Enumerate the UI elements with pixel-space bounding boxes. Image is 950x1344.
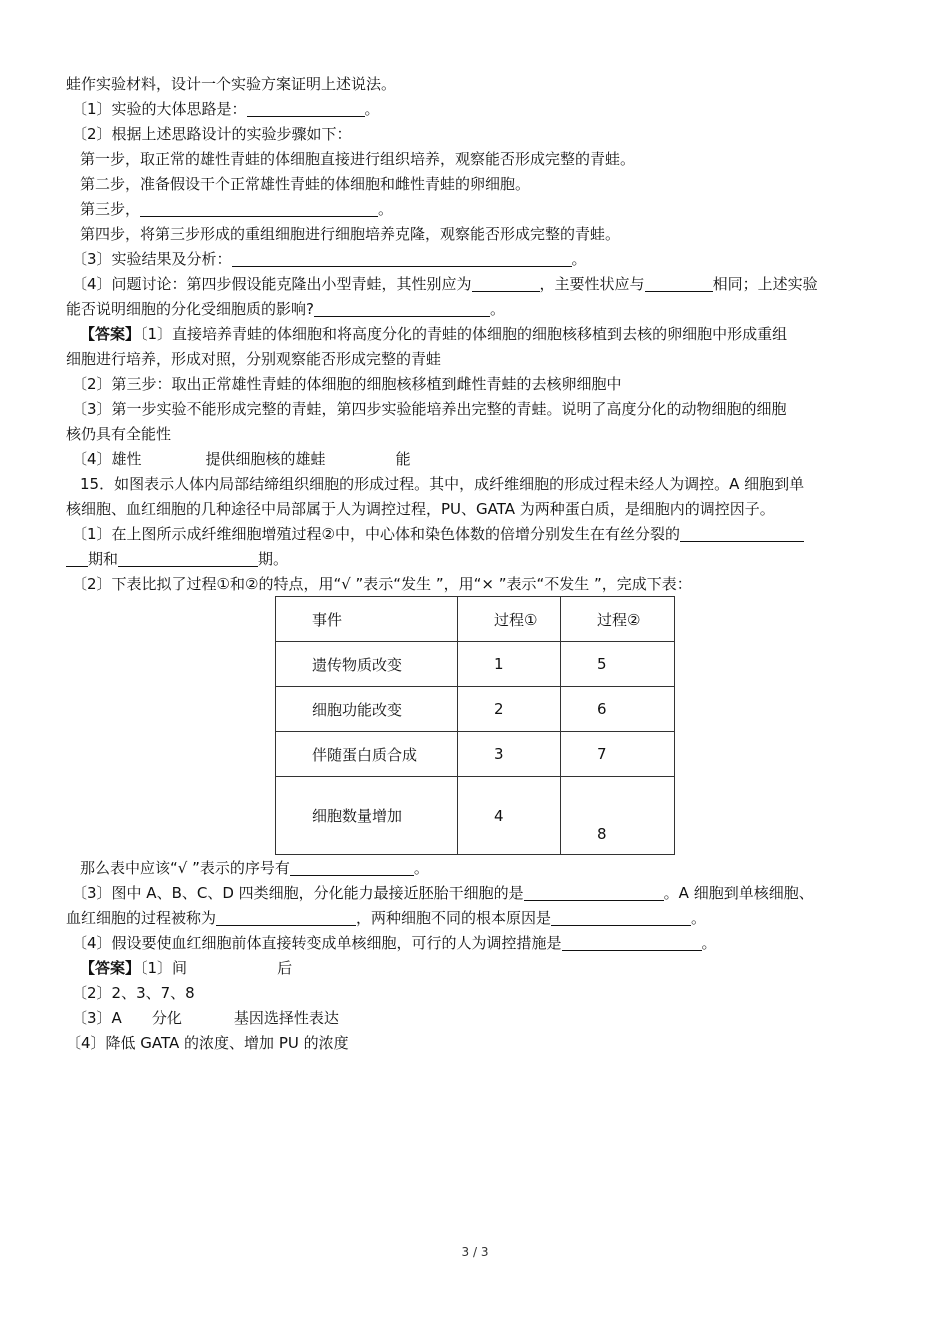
table-cell: 遗传物质改变 [276,642,458,687]
text-line [72,522,890,547]
text: 。 [571,250,587,268]
table-cell: 3 [458,732,561,777]
text: 基因选择性表达 [233,1009,339,1027]
text: 后 [277,959,293,977]
text: 细胞进行培养，形成对照，分别观察能否形成完整的青蛙 [66,350,442,368]
blank [314,299,490,317]
text-line [72,372,890,397]
text: 〔1〕在上图所示成纤维细胞增殖过程②中，中心体和染色体数的倍增分别发生在有丝分裂的 [72,525,680,543]
blank [232,249,572,267]
table-cell: 5 [561,642,675,687]
text: 〔1〕间 [140,959,188,977]
text: 。 [364,100,380,118]
blank [645,274,713,292]
text: 第二步，准备假设干个正常雄性青蛙的体细胞和雌性青蛙的卵细胞。 [80,175,531,193]
text: 能 [395,450,411,468]
text-line [72,881,890,906]
table-cell: 4 [458,777,561,855]
text: 期和 [88,550,119,568]
text-line [72,1006,890,1031]
text: 〔3〕图中 A、B、C、D 四类细胞，分化能力最接近胚胎干细胞的是 [72,884,524,902]
text-line [80,172,898,197]
table-cell: 细胞功能改变 [276,687,458,732]
table-row [276,732,675,777]
text: 相同；上述实验 [712,275,818,293]
blank [66,549,88,567]
blank [524,883,664,901]
text: 第四步，将第三步形成的重组细胞进行细胞培养克隆，观察能否形成完整的青蛙。 [80,225,621,243]
blank [290,858,414,876]
table-header-row [276,597,675,642]
table-cell: 7 [561,732,675,777]
text: 。 [413,859,429,877]
text-line [80,856,898,881]
text: 〔3〕A [72,1009,122,1027]
table-cell: 6 [561,687,675,732]
text: 〔4〕假设要使血红细胞前体直接转变成单核细胞，可行的人为调控措施是 [72,934,562,952]
table-row [276,642,675,687]
text: 。 [701,934,717,952]
table-cell: 细胞数量增加 [276,777,458,855]
text: 〔2〕第三步：取出正常雄性青蛙的体细胞的细胞核移植到雌性青蛙的去核卵细胞中 [72,375,622,393]
text-line [66,906,884,931]
question-line [80,472,898,497]
text-line [66,422,884,447]
text: 第三步， [80,200,141,218]
text: 〔4〕降低 GATA 的浓度、增加 PU 的浓度 [66,1034,349,1052]
answer-line [80,956,898,981]
text-line [72,122,890,147]
table-cell [561,777,675,855]
table-header-cell: 过程① [458,597,561,642]
text-line [66,547,884,572]
text: 期。 [258,550,289,568]
text-line [66,497,884,522]
text-line [72,981,890,1006]
text: ，两种细胞不同的根本原因是 [356,909,552,927]
text: 蛙作实验材料，设计一个实验方案证明上述说法。 [66,75,397,93]
blank [562,933,702,951]
blank [140,199,378,217]
text-line [72,397,890,422]
blank [680,524,804,542]
text-line [80,197,898,222]
text-line [80,222,898,247]
text-line [66,297,884,322]
table-cell: 伴随蛋白质合成 [276,732,458,777]
table-cell: 1 [458,642,561,687]
text: 〔3〕实验结果及分析： [72,250,232,268]
text-line [66,347,884,372]
text: 15．如图表示人体内局部结缔组织细胞的形成过程。其中，成纤维细胞的形成过程未经人为调控。A 细胞到单 [80,475,805,493]
table-row [276,687,675,732]
text: ，主要性状应与 [539,275,645,293]
text: 第一步，取正常的雄性青蛙的体细胞直接进行组织培养，观察能否形成完整的青蛙。 [80,150,636,168]
text-line [72,931,890,956]
text: 〔2〕下表比拟了过程①和②的特点，用“√ ”表示“发生 ”，用“× ”表示“不发生 ”，完成下表： [72,575,692,593]
blank [216,908,356,926]
answer-label: 【答案】 [80,959,141,977]
text-line [66,72,884,97]
text-line [72,97,890,122]
blank [472,274,540,292]
page-number: 3 / 3 [461,1245,489,1259]
text: 核细胞、血红细胞的几种途径中局部属于人为调控过程，PU、GATA 为两种蛋白质，是细胞内的调控因子。 [66,500,775,518]
text: 〔4〕雄性 [72,450,142,468]
text-line [80,147,898,172]
text-line [72,572,890,597]
text: 那么表中应该“√ ”表示的序号有 [80,859,290,877]
text: 〔2〕根据上述思路设计的实验步骤如下： [72,125,352,143]
table-row [276,777,675,855]
text: 。 [691,909,707,927]
table-cell: 2 [458,687,561,732]
text-line [72,447,890,472]
table-header-cell: 事件 [276,597,458,642]
text: 能否说明细胞的分化受细胞质的影响? [66,300,314,318]
text: 〔1〕实验的大体思路是： [72,100,247,118]
text: 。 [378,200,394,218]
text: 核仍具有全能性 [66,425,172,443]
text: 。A 细胞到单核细胞、 [663,884,814,902]
text: 〔4〕问题讨论：第四步假设能克隆出小型青蛙，其性别应为 [72,275,472,293]
text: 〔3〕第一步实验不能形成完整的青蛙，第四步实验能培养出完整的青蛙。说明了高度分化的动物细胞的细胞 [72,400,787,418]
table-header-cell: 过程② [561,597,675,642]
text-line [72,247,890,272]
text: 分化 [151,1009,182,1027]
text: 〔2〕2、3、7、8 [72,984,195,1002]
text: 提供细胞核的雄蛙 [205,450,326,468]
blank [551,908,691,926]
blank [247,99,365,117]
table-cell-value: 8 [597,824,607,843]
comparison-table [275,596,675,855]
text: 〔1〕直接培养青蛙的体细胞和将高度分化的青蛙的体细胞的细胞核移植到去核的卵细胞中形成重组 [140,325,788,343]
text: 。 [489,300,505,318]
blank [118,549,258,567]
text: 血红细胞的过程被称为 [66,909,217,927]
text-line [66,1031,884,1056]
text-line [72,272,890,297]
answer-line [80,322,898,347]
answer-label: 【答案】 [80,325,141,343]
